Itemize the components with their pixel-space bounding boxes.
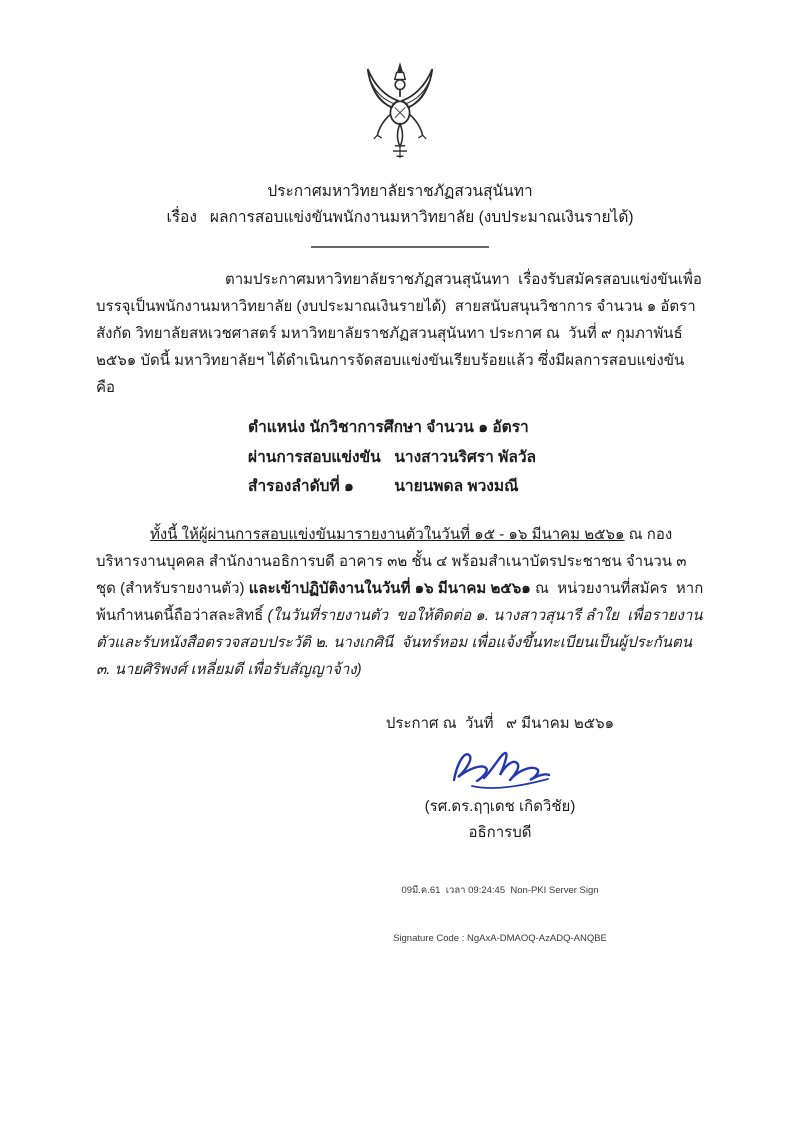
stamp-timestamp: 09มี.ค.61 เวลา 09:24:45 Non-PKI Server Sign xyxy=(401,884,599,896)
intro-paragraph xyxy=(96,266,706,401)
signer-name: (รศ.ดร.ฤๅเดช เกิดวิชัย) xyxy=(424,797,576,815)
result-row-passed xyxy=(248,443,800,473)
stamp-signature-code: Signature Code : NgAxA-DMAOQ-AzADQ-ANQBE xyxy=(393,932,607,944)
position-line: ตำแหน่ง นักวิชาการศึกษา จำนวน ๑ อัตรา xyxy=(248,419,529,436)
announcement-subject: เรื่อง ผลการสอบแข่งขันพนักงานมหาวิทยาลัย (งบประมาณเงินรายได้) xyxy=(166,209,634,226)
digital-signature-stamp xyxy=(345,851,655,979)
result-label: ผ่านการสอบแข่งขัน xyxy=(248,448,381,466)
signature-ink-icon xyxy=(444,744,556,792)
garuda-emblem-icon xyxy=(356,62,444,165)
instructions-paragraph xyxy=(96,521,706,683)
results-block xyxy=(248,413,800,502)
signer-title: อธิการบดี xyxy=(468,823,532,841)
intro-text: ตามประกาศมหาวิทยาลัยราชภัฏสวนสุนันทา เรื่องรับสมัครสอบแข่งขันเพื่อบรรจุเป็นพนักงานมหาวิทยาลัย (งบประมาณเงินรายได้) สายสนับสนุนวิชาการ จำนวน ๑ อัตรา สังกัด วิทยาลัยสหเวชศาสตร์ มหาวิทยาลัยราชภัฏสวนสุนันทา ประกาศ ณ วันที่ ๙ กุมภาพันธ์ ๒๕๖๑ บัดนี้ มหาวิทยาลัยฯ ได้ดำเนินการจัดสอบแข่งขันเรียบร้อยแล้ว ซึ่งมีผลการสอบแข่งขัน คือ xyxy=(96,271,704,396)
result-value: นางสาวนริศรา พัลวัล xyxy=(394,448,537,466)
report-location-text: ณ กองบริหารงานบุคคล สำนักงานอธิการบดี อาคาร ๓๒ ชั้น ๔ พร้อมสำเนาบัตรประชาชน จำนวน ๓ ชุด (สำหรับรายงานตัว) xyxy=(96,525,691,597)
header-divider xyxy=(311,246,489,248)
result-row-reserve xyxy=(248,472,800,502)
signature-block xyxy=(345,711,655,979)
document-header xyxy=(0,179,800,231)
contact-note-italic: (ในวันที่รายงานตัว ขอให้ติดต่อ ๑. นางสาวสุนารี ลำใย เพื่อรายงานตัวและรับหนังสือตรวจสอบประวัติ ๒. นางเกศินี จันทร์หอม เพื่อแจ้งขึ้นทะเบียนเป็นผู้ประกันตน ๓. นายศิริพงศ์ เหลี่ยมดี เพื่อรับสัญญาจ้าง) xyxy=(96,606,703,678)
emblem-container xyxy=(0,0,800,165)
result-label: สำรองลำดับที่ ๑ xyxy=(248,478,354,495)
forfeit-text: ณ หน่วยงานที่สมัคร หากพ้นกำหนดนี้ถือว่าสละสิทธิ์ xyxy=(96,579,704,624)
start-work-bold: และเข้าปฏิบัติงานในวันที่ ๑๖ มีนาคม ๒๕๖๑ xyxy=(248,579,531,597)
report-date-underlined: ทั้งนี้ ให้ผู้ผ่านการสอบแข่งขันมารายงานตัวในวันที่ ๑๕ - ๑๖ มีนาคม ๒๕๖๑ xyxy=(150,525,625,543)
announcement-title: ประกาศมหาวิทยาลัยราชภัฏสวนสุนันทา xyxy=(267,183,533,200)
announcement-date: ประกาศ ณ วันที่ ๙ มีนาคม ๒๕๖๑ xyxy=(385,714,615,732)
result-value: นายนพดล พวงมณี xyxy=(394,478,519,495)
